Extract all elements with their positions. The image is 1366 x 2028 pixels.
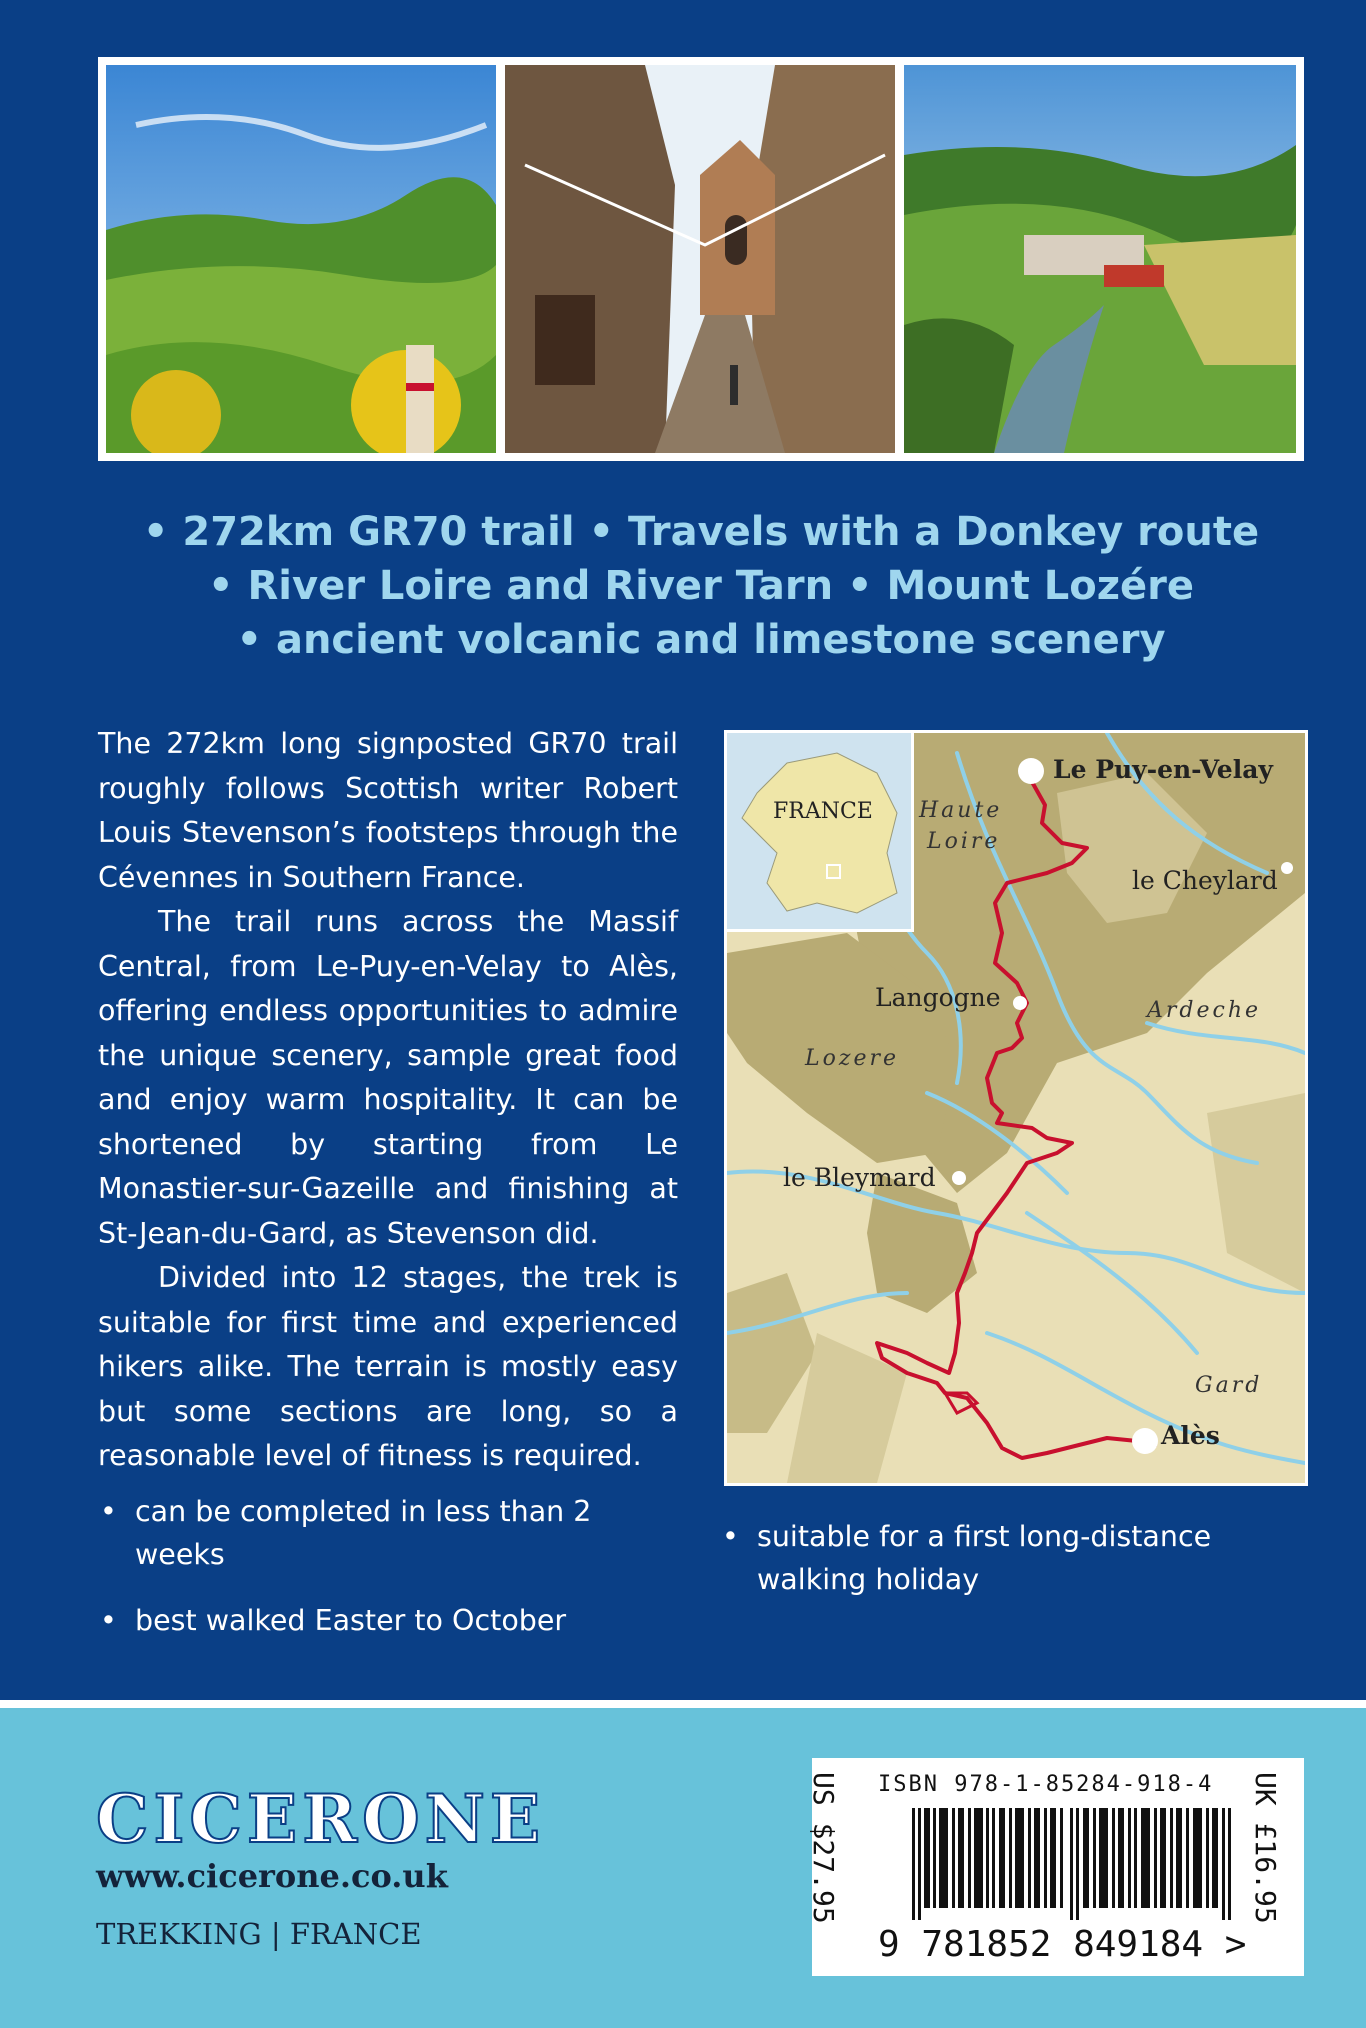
description-paragraph: The trail runs across the Massif Central, from Le-Puy-en-Velay to Alès, offering endless opportunities to admire the unique scenery, sample great food and enjoy warm hospitality. It can be shortened by starting from Le Monastier-sur-Gazeille and finishing at St-Jean-du-Gard, as Stevenson did. — [98, 905, 678, 1250]
town-label-langogne: Langogne — [875, 983, 1001, 1012]
bullet-list-left — [98, 1490, 658, 1665]
barcode-number: 9 781852 849184 > — [878, 1924, 1247, 1965]
town-marker — [1013, 996, 1027, 1010]
publisher-website[interactable]: www.cicerone.co.uk — [96, 1857, 448, 1895]
region-label-loire: Loire — [927, 829, 1001, 854]
bullet-item — [720, 1515, 1260, 1601]
photo-strip — [98, 57, 1304, 461]
price-us: US $27.95 — [807, 1772, 840, 1924]
photo-river-valley — [904, 65, 1296, 453]
town-marker — [1132, 1428, 1158, 1454]
region-label-gard: Gard — [1195, 1373, 1263, 1398]
highlights — [98, 505, 1304, 667]
bullet-item — [98, 1490, 658, 1576]
bullet-item — [98, 1599, 658, 1642]
inset-label: FRANCE — [773, 799, 873, 824]
publisher-logo: CICERONE — [96, 1780, 546, 1858]
description — [98, 722, 678, 1479]
barcode-icon — [912, 1808, 1242, 1920]
route-map — [724, 730, 1308, 1486]
bullet-icon: • — [100, 1604, 117, 1637]
footer-divider — [0, 1700, 1366, 1708]
town-label-le-cheylard: le Cheylard — [1132, 866, 1278, 895]
town-marker — [952, 1171, 966, 1185]
highlight-line: • ancient volcanic and limestone scenery — [236, 617, 1166, 663]
description-paragraph: The 272km long signposted GR70 trail roughly follows Scottish writer Robert Louis Stevenson’s footsteps through the Cévennes in Southern France. — [98, 727, 678, 894]
town-marker — [1018, 758, 1044, 784]
bullet-text: can be completed in less than 2 weeks — [135, 1495, 592, 1571]
bullet-text: best walked Easter to October — [135, 1604, 567, 1637]
isbn-text: ISBN 978-1-85284-918-4 — [878, 1772, 1214, 1797]
town-label-le-bleymard: le Bleymard — [783, 1163, 936, 1192]
france-inset — [727, 733, 914, 932]
bullet-text: suitable for a first long-distance walking holiday — [757, 1520, 1212, 1596]
town-label-ales: Alès — [1161, 1421, 1220, 1450]
town-marker — [1281, 862, 1293, 874]
price-uk: UK £16.95 — [1249, 1772, 1282, 1924]
highlight-line: • 272km GR70 trail • Travels with a Donkey route — [142, 509, 1260, 555]
photo-green-hills — [106, 65, 496, 453]
book-category: TREKKING | FRANCE — [96, 1917, 422, 1951]
region-label-haute: Haute — [919, 798, 1003, 823]
france-outline — [727, 733, 911, 929]
region-label-ardeche: Ardeche — [1147, 998, 1262, 1023]
region-label-lozere: Lozere — [805, 1046, 900, 1071]
bullet-icon: • — [722, 1520, 739, 1553]
bullet-list-right — [720, 1515, 1260, 1624]
description-paragraph: Divided into 12 stages, the trek is suitable for first time and experienced hikers alike. The terrain is mostly easy but some sections are long, so a reasonable level of fitness is required. — [98, 1261, 678, 1472]
bullet-icon: • — [100, 1495, 117, 1528]
photo-town-street — [505, 65, 895, 453]
barcode-panel — [807, 1758, 1304, 1976]
town-label-le-puy: Le Puy-en-Velay — [1053, 755, 1273, 784]
highlight-line: • River Loire and River Tarn • Mount Lozére — [208, 563, 1194, 609]
